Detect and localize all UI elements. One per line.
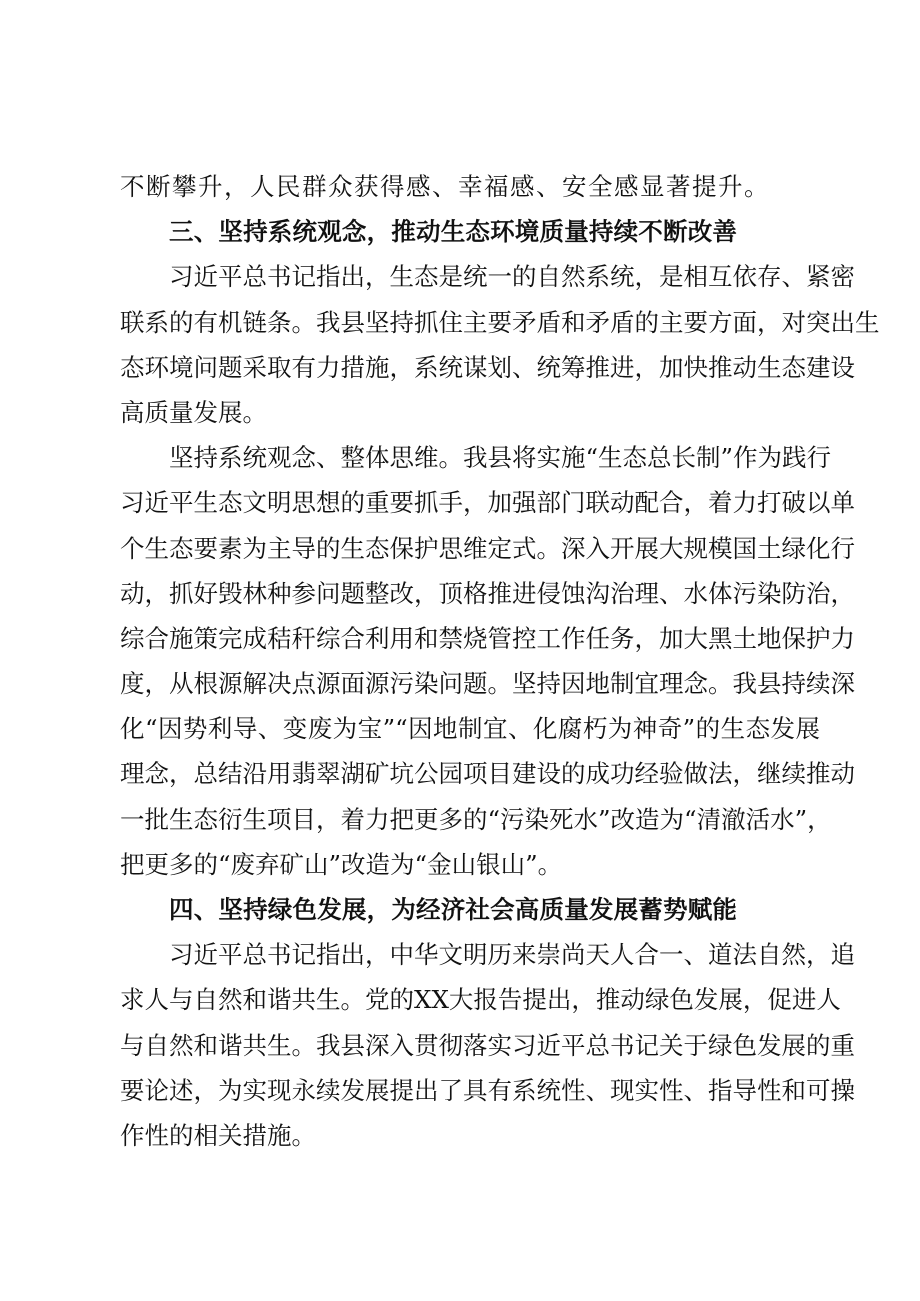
paragraph-line: 坚持系统观念、整体思维。我县将实施“生态总长制”作为践行 bbox=[169, 443, 832, 473]
paragraph-line: 把更多的“废弃矿山”改造为“金山银山”。 bbox=[120, 849, 563, 879]
paragraph-line: 个生态要素为主导的生态保护思维定式。深入开展大规模国土绿化行 bbox=[120, 533, 855, 563]
paragraph-line: 综合施策完成秸秆综合利用和禁烧管控工作任务，加大黑土地保护力 bbox=[120, 623, 855, 653]
document-body bbox=[120, 164, 880, 1158]
section-3-paragraph-2 bbox=[120, 435, 855, 887]
paragraph-line: 作性的相关措施。 bbox=[120, 1120, 316, 1150]
paragraph-line: 与自然和谐共生。我县深入贯彻落实习近平总书记关于绿色发展的重 bbox=[120, 1030, 855, 1060]
section-3-paragraph-1 bbox=[120, 254, 880, 435]
paragraph-line: 度，从根源解决点源面源污染问题。坚持因地制宜理念。我县持续深 bbox=[120, 669, 855, 699]
paragraph-line: 态环境问题采取有力措施，系统谋划、统筹推进，加快推动生态建设 bbox=[120, 352, 855, 382]
paragraph-line: 理念，总结沿用翡翠湖矿坑公园项目建设的成功经验做法，继续推动 bbox=[120, 759, 855, 789]
paragraph-line: 要论述，为实现永续发展提出了具有系统性、现实性、指导性和可操 bbox=[120, 1075, 855, 1105]
paragraph-line: 化“因势利导、变废为宝”“因地制宜、化腐朽为神奇”的生态发展 bbox=[120, 714, 820, 744]
section-4-heading: 四、坚持绿色发展，为经济社会高质量发展蓄势赋能 bbox=[169, 895, 738, 924]
paragraph-line: 习近平总书记指出，生态是统一的自然系统，是相互依存、紧密 bbox=[169, 262, 855, 292]
paragraph-line: 动，抓好毁林种参问题整改，顶格推进侵蚀沟治理、水体污染防治， bbox=[120, 578, 855, 608]
paragraph-continuation-line: 不断攀升，人民群众获得感、幸福感、安全感显著提升。 bbox=[120, 172, 770, 201]
paragraph-line: 习近平生态文明思想的重要抓手，加强部门联动配合，着力打破以单 bbox=[120, 488, 855, 518]
paragraph-line: 联系的有机链条。我县坚持抓住主要矛盾和矛盾的主要方面，对突出生 bbox=[120, 307, 880, 337]
paragraph-line: 习近平总书记指出，中华文明历来崇尚天人合一、道法自然，追 bbox=[169, 940, 855, 970]
paragraph-line: 求人与自然和谐共生。党的XX大报告提出，推动绿色发展，促进人 bbox=[120, 985, 841, 1015]
paragraph-line: 一批生态衍生项目，着力把更多的“污染死水”改造为“清澈活水”， bbox=[120, 804, 832, 834]
paragraph-line: 高质量发展。 bbox=[120, 397, 267, 427]
section-3-heading: 三、坚持系统观念，推动生态环境质量持续不断改善 bbox=[169, 217, 738, 247]
section-4-paragraph-1 bbox=[120, 932, 855, 1158]
